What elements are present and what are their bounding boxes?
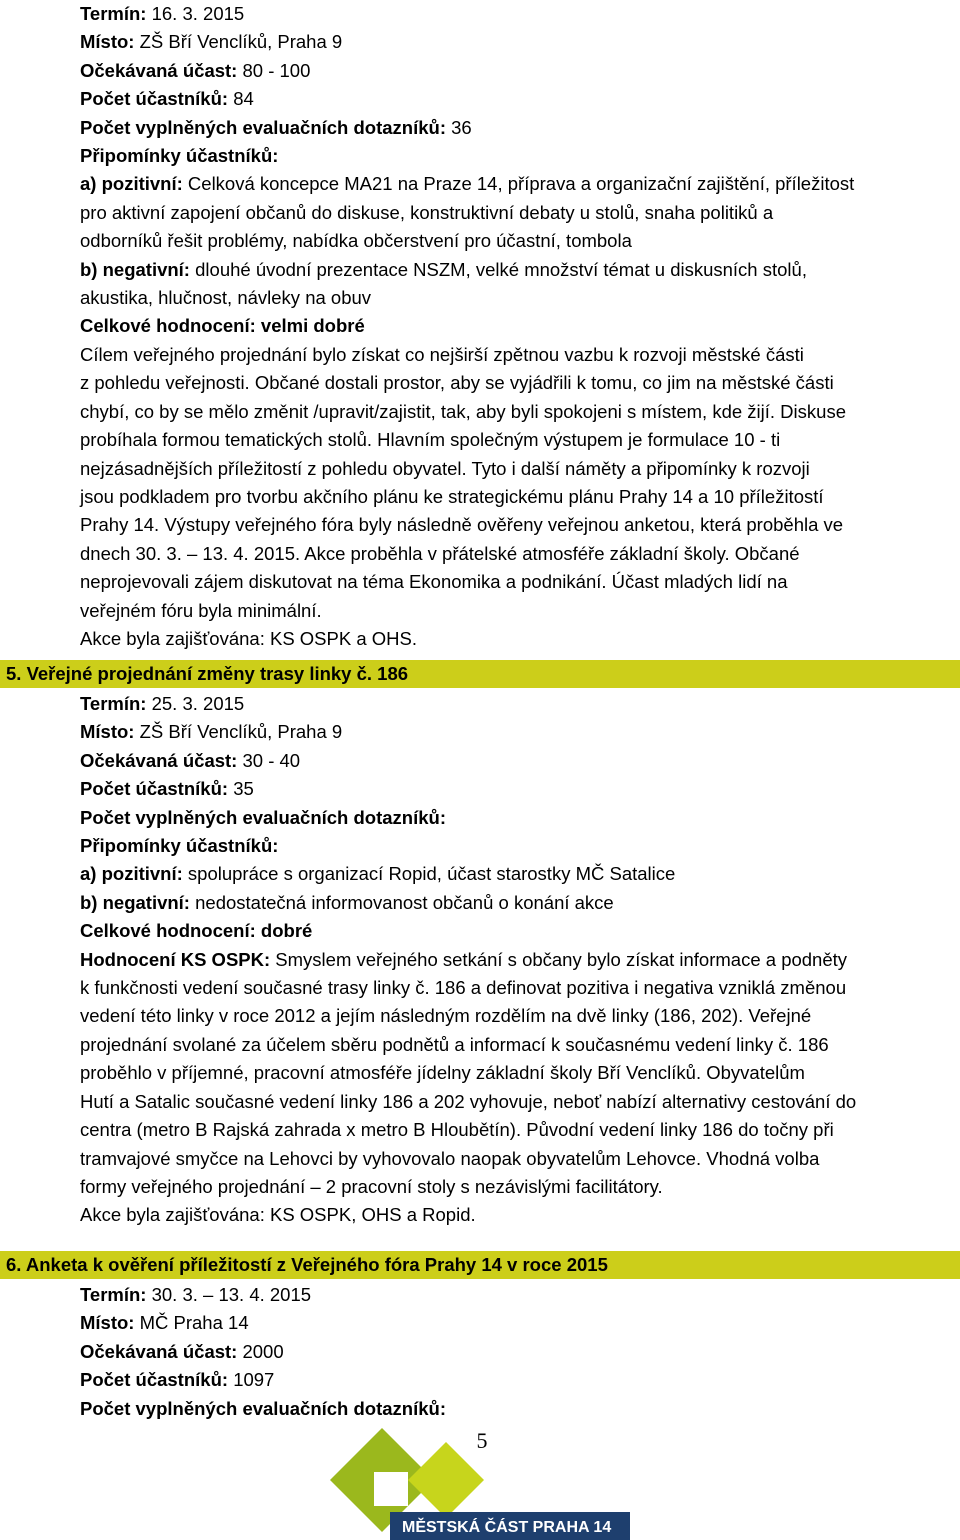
section-6-heading: 6. Anketa k ověření příležitostí z Veřejného fóra Prahy 14 v roce 2015: [0, 1251, 960, 1279]
celkove-hodnoceni: Celkové hodnocení: velmi dobré: [80, 315, 365, 337]
misto-row: Místo: ZŠ Bří Venclíků, Praha 9: [80, 31, 343, 53]
pocet-row: Počet účastníků: 1097: [80, 1369, 275, 1391]
negativni-line: akustika, hlučnost, návleky na obuv: [80, 287, 372, 309]
pocet-row: Počet účastníků: 84: [80, 88, 254, 110]
paragraph-line: neprojevovali zájem diskutovat na téma Ekonomika a podnikání. Účast mladých lidí na: [80, 571, 788, 593]
paragraph-line: projednání svolané za účelem sběru podnětů a informací k současnému vedení linky č. 186: [80, 1033, 829, 1055]
paragraph-line: jsou podkladem pro tvorbu akčního plánu ke strategickému plánu Prahy 14 a 10 příležitostí: [80, 485, 824, 507]
pripominky-label: Připomínky účastníků:: [80, 835, 279, 857]
celkove-hodnoceni: Celkové hodnocení: dobré: [80, 920, 313, 942]
paragraph-line: probíhala formou tematických stolů. Hlavním společným výstupem je formulace 10 - ti: [80, 429, 781, 451]
zajistovana-text: Akce byla zajišťována: KS OSPK a OHS.: [80, 627, 418, 649]
paragraph-line: k funkčnosti vedení současné trasy linky č. 186 a definovat pozitiva i negativa vzniklá změnou: [80, 977, 847, 999]
misto-row: Místo: ZŠ Bří Venclíků, Praha 9: [80, 721, 343, 743]
zajistovana-text: Akce byla zajišťována: KS OSPK, OHS a Ropid.: [80, 1204, 476, 1226]
paragraph-line: veřejném fóru byla minimální.: [80, 599, 322, 621]
paragraph-line: dnech 30. 3. – 13. 4. 2015. Akce proběhla v přátelské atmosféře základní školy. Občané: [80, 542, 800, 564]
pozitivni-line: pro aktivní zapojení občanů do diskuse, konstruktivní debaty u stolů, snaha politiků a: [80, 201, 774, 223]
paragraph-line: Prahy 14. Výstupy veřejného fóra byly následně ověřeny veřejnou anketou, která proběhla ve: [80, 514, 844, 536]
pozitivni-row: a) pozitivní: spolupráce s organizací Ropid, účast starostky MČ Satalice: [80, 863, 676, 885]
ucast-row: Očekávaná účast: 2000: [80, 1340, 284, 1362]
negativni-row: b) negativní: dlouhé úvodní prezentace NSZM, velké množství témat u diskusních stolů,: [80, 258, 807, 280]
pozitivni-row: a) pozitivní: Celková koncepce MA21 na Praze 14, příprava a organizační zajištění, příležitost: [80, 173, 855, 195]
paragraph-line: z pohledu veřejnosti. Občané dostali prostor, aby se vyjádřili k tomu, co jim na městské části: [80, 372, 834, 394]
logo-text: MĚSTSKÁ ČÁST PRAHA 14: [402, 1519, 612, 1536]
pocet-row: Počet účastníků: 35: [80, 778, 254, 800]
paragraph-line: tramvajové smyčce na Lehovci by vyhovovalo naopak obyvatelům Lehovce. Vhodná volba: [80, 1147, 820, 1169]
pripominky-label: Připomínky účastníků:: [80, 145, 279, 167]
section-6: [80, 1281, 954, 1423]
ks-ospk-paragraph: [80, 946, 954, 1202]
ucast-row: Očekávaná účast: 30 - 40: [80, 749, 301, 771]
paragraph-line: Cílem veřejného projednání bylo získat co nejširší zpětnou vazbu k rozvoji městské části: [80, 343, 804, 365]
hodnoceni-paragraph: [80, 341, 954, 625]
paragraph-line: centra (metro B Rajská zahrada x metro B Hloubětín). Původní vedení linky 186 do točny při: [80, 1119, 834, 1141]
dotazniky-row: Počet vyplněných evaluačních dotazníků:: [80, 806, 446, 828]
paragraph-line: proběhlo v příjemné, pracovní atmosféře jídelny základní školy Bří Venclíků. Obyvatelům: [80, 1062, 805, 1084]
section-4-continued: [80, 0, 954, 653]
negativni-row: b) negativní: nedostatečná informovanost občanů o konání akce: [80, 891, 614, 913]
misto-row: Místo: MČ Praha 14: [80, 1312, 249, 1334]
dotazniky-row: Počet vyplněných evaluačních dotazníků: 36: [80, 116, 472, 138]
pozitivni-line: odborníků řešit problémy, nabídka občerstvení pro účastní, tombola: [80, 230, 632, 252]
dotazniky-row: Počet vyplněných evaluačních dotazníků:: [80, 1397, 446, 1419]
ucast-row: Očekávaná účast: 80 - 100: [80, 59, 311, 81]
section-5: [80, 690, 954, 1230]
section-5-heading: 5. Veřejné projednání změny trasy linky č. 186: [0, 660, 960, 688]
logo-square: [374, 1472, 408, 1506]
termin-row: Termín: 30. 3. – 13. 4. 2015: [80, 1284, 312, 1305]
paragraph-line: chybí, co by se mělo změnit /upravit/zajistit, tak, aby byli spokojeni s místem, kde žijí. Diskuse: [80, 400, 846, 422]
paragraph-line: vedení této linky v roce 2012 a jejím následným rozdělím na dvě linky (186, 202). Veřejné: [80, 1005, 812, 1027]
termin-row: Termín: 25. 3. 2015: [80, 693, 245, 714]
paragraph-line: nejzásadnějších příležitostí z pohledu obyvatel. Tyto i další náměty a připomínky k rozvoji: [80, 457, 810, 479]
paragraph-line: Hodnocení KS OSPK: Smyslem veřejného setkání s občany bylo získat informace a podněty: [80, 948, 848, 970]
paragraph-line: Hutí a Satalic současné vedení linky 186 a 202 vyhovuje, neboť nabízí alternativy cestování do: [80, 1090, 857, 1112]
page-number: 5: [476, 1428, 488, 1453]
paragraph-line: formy veřejného projednání – 2 pracovní stoly s nezávislými facilitátory.: [80, 1175, 663, 1197]
termin-row: Termín: 16. 3. 2015: [80, 3, 245, 24]
